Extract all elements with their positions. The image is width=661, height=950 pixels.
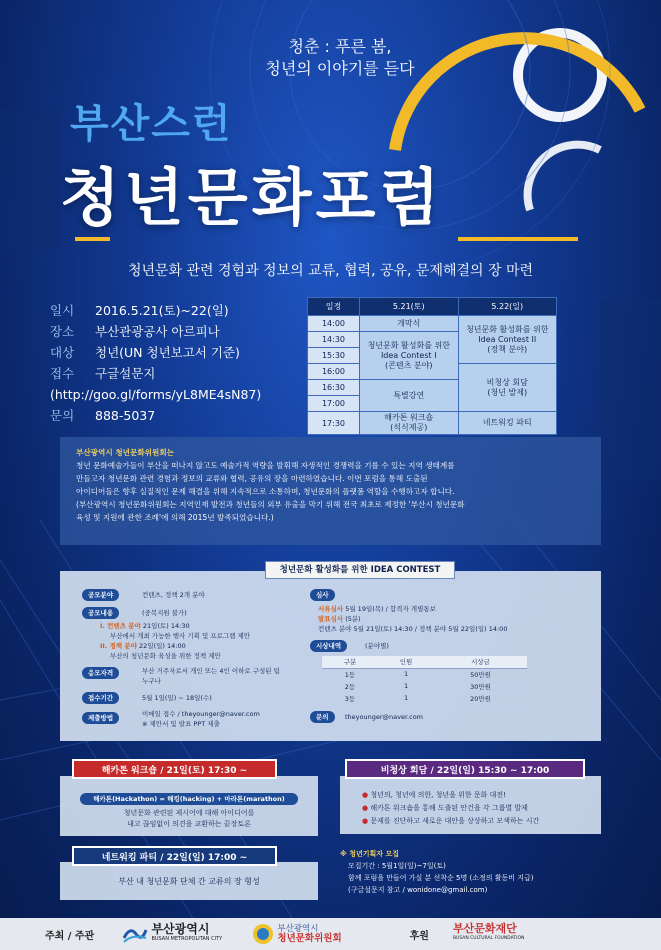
accent-bar-right (458, 237, 578, 241)
label-prize: 시상내역 (310, 640, 347, 652)
prize-cell: 50만원 (434, 668, 527, 680)
info-key: 장소 (50, 324, 75, 339)
schedule-time: 16:30 (308, 380, 360, 396)
info-value: 2016.5.21(토)~22(일) (95, 303, 229, 318)
value-method-1: 이메일 접수 / theyounger@naver.com (142, 710, 260, 718)
prize-cell: 1 (378, 692, 434, 704)
prize-table (322, 656, 527, 705)
schedule-time: 14:30 (308, 332, 360, 348)
event-line: (석식제공) (390, 423, 428, 432)
recruit-info (340, 848, 600, 896)
info-row-target (50, 342, 305, 363)
schedule-event: 네트워킹 파티 (458, 412, 557, 435)
subtitle (220, 36, 460, 80)
bullet-icon: ● (362, 791, 369, 799)
schedule-time: 15:30 (308, 348, 360, 364)
schedule-header: 일정 (308, 298, 360, 316)
value-qualification-1: 부산 거주자로서 개인 또는 4인 이하로 구성된 팀 (142, 667, 280, 675)
prize-header: 인원 (378, 656, 434, 668)
busan-name: 부산광역시 (151, 922, 210, 936)
schedule-time: 16:00 (308, 364, 360, 380)
event-line: 청년문화 활성화를 위한 (466, 324, 549, 334)
info-row-place (50, 321, 305, 342)
busan-logo (122, 924, 222, 944)
schedule-header: 5.21(토) (360, 298, 459, 316)
tagline: 청년문화 관련 경험과 정보의 교류, 협력, 공유, 문제해결의 장 마련 (127, 263, 534, 279)
contest-category-2 (100, 641, 186, 651)
label-qualification: 응모자격 (82, 667, 119, 679)
sponsor-label: 후원 (409, 930, 429, 942)
label-content: 공모내용 (82, 607, 119, 619)
hackathon-desc-1: 청년문화 관련된 제시어에 대해 아이디어를 (123, 809, 255, 817)
schedule-event (360, 412, 459, 435)
category-2-desc: 부산의 청년문화 육성을 위한 정책 제안 (110, 652, 221, 660)
review-2-label: 발표심사 (318, 615, 344, 623)
foundation-logo (453, 924, 524, 944)
busan-city-icon (122, 924, 148, 944)
idea-contest-box (60, 565, 601, 741)
prize-header: 시상금 (434, 656, 527, 668)
category-2-label: II. 정책 분야 (100, 642, 137, 650)
label-method: 제출방법 (82, 712, 119, 724)
info-row-url (50, 384, 305, 405)
schedule-event: 특별강연 (360, 380, 459, 412)
recruit-line-2: 함께 포럼을 만들어 가실 분 선착순 5명 (소정의 활동비 지급) (348, 874, 534, 882)
schedule-time: 14:00 (308, 316, 360, 332)
event-line: (콘텐츠 분야) (385, 360, 433, 370)
summit-bullet-text: 청년의, 청년에 의한, 청년을 위한 문화 대전! (370, 791, 506, 799)
intro-line: 청년 문화예술가들이 부산을 떠나지 않고도 예술가적 역량을 발휘해 자생적인 경쟁력을 기를 수 있는 지역 생태계를 (76, 461, 455, 470)
summit-bullet-text: 해카톤 워크숍을 통해 도출된 안건을 각 그룹별 발제 (370, 804, 528, 812)
schedule-event: 개막식 (360, 316, 459, 332)
summit-bullet-3 (362, 816, 539, 827)
recruit-line-3: (구글설문지 참고 / wonidone@gmail.com) (348, 886, 488, 894)
schedule-table (307, 297, 557, 435)
committee-logo (252, 923, 341, 945)
value-period: 5월 1일(일) ~ 18일(수) (142, 694, 212, 702)
intro-title: 부산광역시 청년문화위원회는 (76, 448, 175, 457)
value-qualification-2: 누구나 (142, 677, 161, 685)
info-value: 부산관광공사 아르피나 (95, 324, 220, 339)
title-top: 부산스런 (70, 101, 233, 147)
event-line: (정책 분야) (487, 344, 528, 354)
review-1-label: 서류심사 (318, 605, 344, 613)
info-value: 구글설문지 (95, 366, 156, 381)
party-title: 네트워킹 파티 / 22일(일) 17:00 ~ (72, 846, 277, 866)
label-review: 심사 (310, 589, 335, 601)
bullet-icon: ● (362, 817, 369, 825)
prize-cell: 1 (378, 668, 434, 680)
info-value: 청년(UN 청년보고서 기준) (95, 345, 240, 360)
foundation-name: 부산문화재단 (452, 922, 517, 935)
schedule-header: 5.22(일) (458, 298, 557, 316)
prize-cell: 3등 (322, 692, 378, 704)
prize-cell: 2등 (322, 680, 378, 692)
hackathon-box (60, 776, 318, 836)
label-contact: 문의 (310, 711, 335, 723)
intro-line: 만들고자 청년문화 관련 경험과 정보의 교류와 협력, 공유의 장을 마련하였습니다. 이번 포럼을 통해 도출된 (76, 474, 428, 483)
schedule-event (458, 364, 557, 412)
prize-cell: 1등 (322, 668, 378, 680)
schedule-event (458, 316, 557, 364)
value-field: 컨텐츠, 정책 2개 분야 (142, 591, 205, 599)
prize-cell: 30만원 (434, 680, 527, 692)
intro-line: 아이디어들은 향후 실질적인 문제 해결을 위해 지속적으로 소통하며, 청년문화의 플랫폼 역할을 수행하고자 합니다. (76, 487, 455, 496)
info-key: 문의 (50, 408, 75, 423)
committee-emblem-icon (252, 923, 274, 945)
value-method-2: ※ 제안서 및 발표 PPT 제출 (142, 720, 220, 728)
label-field: 공모분야 (82, 589, 119, 601)
host-label: 주최 / 주관 (45, 930, 95, 942)
schedule-event (360, 332, 459, 380)
value-contact[interactable]: theyounger@naver.com (345, 713, 423, 721)
intro-box (60, 437, 601, 545)
value-content: (중복지원 불가) (142, 609, 187, 617)
value-prize: (분야별) (365, 642, 389, 650)
foundation-en: BUSAN CULTURAL FOUNDATION (452, 936, 525, 941)
info-key: 접수 (50, 366, 75, 381)
summit-bullet-text: 문제를 진단하고 새로운 대안을 상상하고 모색하는 시간 (370, 817, 540, 825)
category-1-date: 21일(토) 14:30 (142, 622, 190, 630)
recruit-title: ※ 청년기획자 모집 (340, 850, 400, 858)
bullet-icon: ● (362, 804, 369, 812)
event-info (50, 300, 305, 426)
schedule-time: 17:30 (308, 412, 360, 435)
party-desc: 부산 내 청년문화 단체 간 교류의 장 형성 (118, 877, 260, 886)
review-1-value: 5월 19일(목) / 합격자 개별통보 (345, 605, 436, 613)
info-key: 대상 (50, 345, 75, 360)
event-line: Idea Contest I (380, 350, 437, 360)
contest-category-1 (100, 621, 190, 631)
hackathon-title: 해카톤 워크숍 / 21일(토) 17:30 ~ (72, 759, 277, 779)
review-presentation (318, 614, 361, 624)
label-period: 접수기간 (82, 692, 119, 704)
intro-line: (부산광역시 청년문화위원회는 지역인재 발전과 청년들의 외부 유출을 막기 위해 전국 최초로 제정한 '부산시 청년문화 (76, 500, 465, 509)
apply-link[interactable]: (http://goo.gl/forms/yL8ME4sN87) (50, 387, 262, 402)
committee-name-2: 청년문화위원회 (277, 933, 342, 944)
schedule-time: 17:00 (308, 396, 360, 412)
event-line: 해카톤 워크숍 (384, 413, 434, 422)
review-detail: 컨텐츠 분야 5월 21일(토) 14:30 / 정책 분야 5월 22일(일) 14:00 (318, 625, 508, 633)
subtitle-line-2: 청년의 이야기를 듣다 (265, 59, 415, 78)
busan-en: BUSAN METROPOLITAN CITY (151, 936, 223, 942)
info-row-contact (50, 405, 305, 426)
event-line: 비청상 회담 (486, 377, 528, 387)
hackathon-desc-2: 내고 끊임없이 의견을 교환하는 끝장토론 (127, 820, 251, 828)
info-row-date (50, 300, 305, 321)
accent-bar-left (75, 237, 110, 241)
event-line: Idea Contest II (478, 334, 537, 344)
prize-header: 구분 (322, 656, 378, 668)
prize-cell: 20만원 (434, 692, 527, 704)
footer (0, 918, 661, 950)
committee-name-1: 부산광역시 (277, 924, 319, 934)
summit-box (340, 776, 601, 834)
info-value: 888-5037 (95, 408, 156, 423)
contest-title: 청년문화 활성화를 위한 IDEA CONTEST (265, 561, 455, 579)
summit-bullet-2 (362, 803, 528, 814)
subtitle-line-1: 청춘 : 푸른 봄, (288, 37, 392, 56)
recruit-line-1: 모집기간 : 5월1일(일)~7일(토) (348, 862, 446, 870)
review-2-value: (5분) (345, 615, 361, 623)
event-line: (청년 발제) (487, 387, 528, 397)
category-1-desc: 부산에서 개최 가능한 행사 기획 및 프로그램 제안 (110, 632, 251, 640)
info-key: 일시 (50, 303, 75, 318)
category-2-date: 22일(일) 14:00 (139, 642, 186, 650)
review-document (318, 604, 436, 614)
event-line: 청년문화 활성화를 위한 (367, 340, 450, 350)
hackathon-definition: 해카톤(Hackathon) = 해킹(hacking) + 마라톤(marathon) (80, 793, 298, 805)
info-row-apply (50, 363, 305, 384)
summit-title: 비청상 회담 / 22일(일) 15:30 ~ 17:00 (345, 759, 585, 779)
intro-line: 육성 및 지원에 관한 조례'에 의해 2015년 발족되었습니다.) (76, 513, 274, 522)
title-main: 청년문화포럼 (60, 161, 444, 234)
category-1-label: I. 컨텐츠 분야 (100, 622, 141, 630)
summit-bullet-1 (362, 790, 506, 801)
prize-cell: 1 (378, 680, 434, 692)
